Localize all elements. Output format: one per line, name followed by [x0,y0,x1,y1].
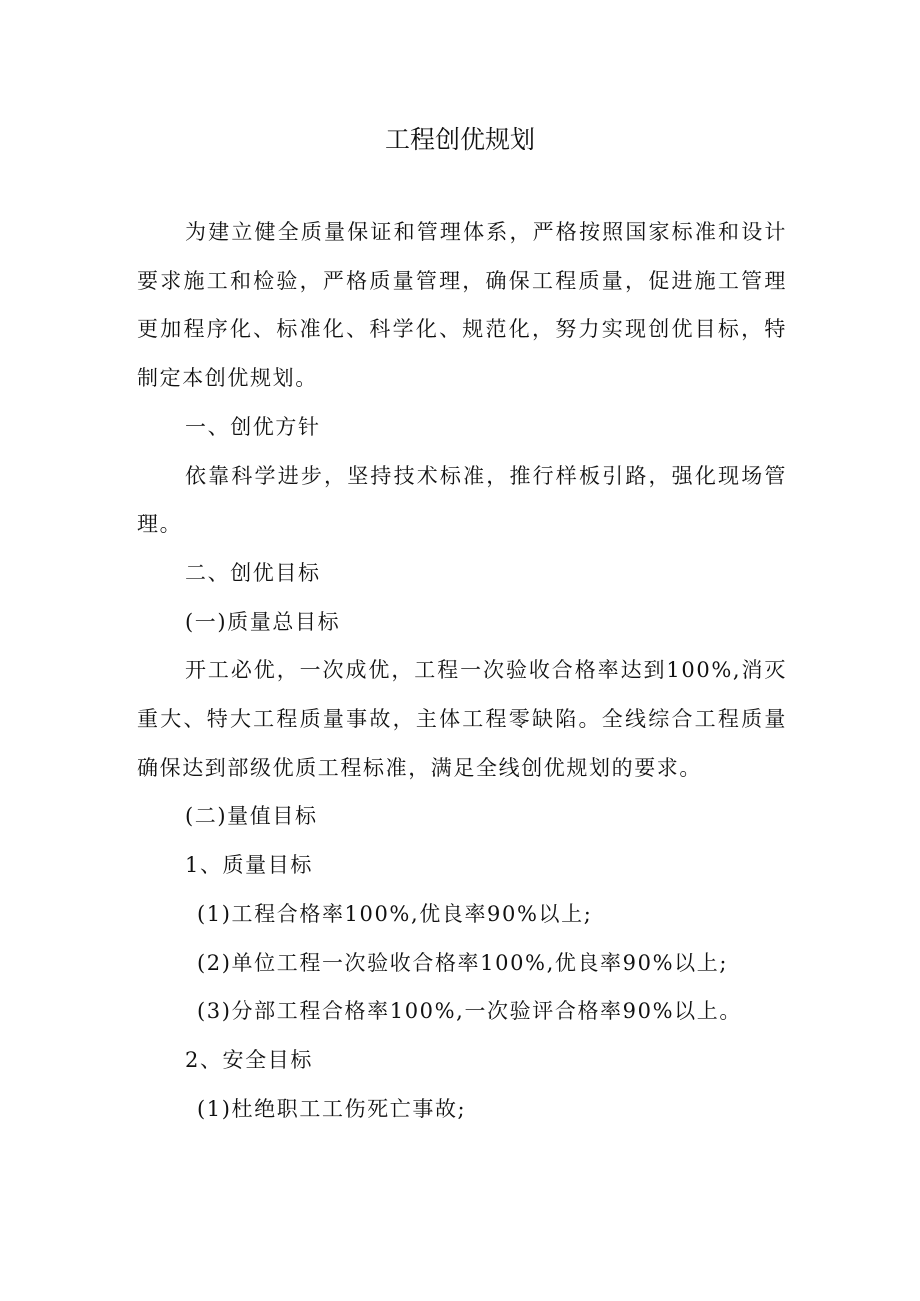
subheading-overall-quality: (一)质量总目标 [185,609,341,634]
section-heading-policy: 一、创优方针 [185,414,321,439]
section-heading-goals: 二、创优目标 [185,560,321,585]
intro-paragraph: 为建立健全质量保证和管理体系，严格按照国家标准和设计要求施工和检验，严格质量管理，确保工程质量，促进施工管理更加程序化、标准化、科学化、规范化，努力实现创优目标，特制定本创优规划。 [137,220,787,391]
policy-paragraph: 依靠科学进步，坚持技术标准，推行样板引路，强化现场管理。 [137,463,787,537]
subheading-quantity-targets: (二)量值目标 [185,804,318,829]
list-item: (3)分部工程合格率100%,一次验评合格率90%以上。 [197,999,742,1024]
list-item: (2)单位工程一次验收合格率100%,优良率90%以上; [197,950,729,975]
list-item: (1)杜绝职工工伤死亡事故; [197,1096,467,1121]
overall-quality-paragraph: 开工必优，一次成优，工程一次验收合格率达到100%,消灭重大、特大工程质量事故，主体工程零缺陷。全线综合工程质量确保达到部级优质工程标准，满足全线创优规划的要求。 [137,658,787,780]
subheading-safety-target: 2、安全目标 [185,1047,313,1072]
document-body [137,208,787,1133]
subheading-quality-target: 1、质量目标 [185,853,313,878]
list-item: (1)工程合格率100%,优良率90%以上; [197,901,593,926]
document-title: 工程创优规划 [384,125,535,154]
